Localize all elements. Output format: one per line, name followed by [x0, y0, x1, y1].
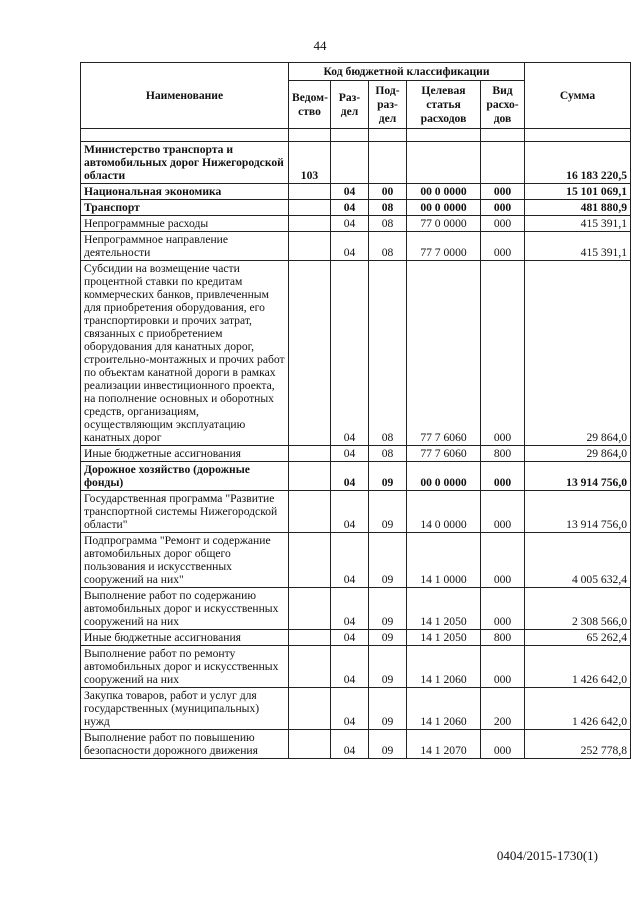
- cell-section: [331, 142, 369, 184]
- cell-sum: 13 914 756,0: [525, 462, 631, 491]
- cell-subsection: 00: [369, 184, 407, 200]
- table-row: [81, 688, 631, 730]
- table-row: [81, 588, 631, 630]
- cell-type: 800: [481, 446, 525, 462]
- cell-name: Транспорт: [81, 200, 289, 216]
- budget-table: [80, 62, 631, 759]
- cell-type: 000: [481, 261, 525, 446]
- cell-sum: 29 864,0: [525, 261, 631, 446]
- cell-section: 04: [331, 462, 369, 491]
- cell-section: 04: [331, 184, 369, 200]
- cell-subsection: [369, 142, 407, 184]
- cell-sum: 2 308 566,0: [525, 588, 631, 630]
- col-header-type: Вид расхо-дов: [481, 81, 525, 129]
- cell-section: 04: [331, 232, 369, 261]
- cell-section: 04: [331, 588, 369, 630]
- cell-type: 000: [481, 216, 525, 232]
- cell-type: 000: [481, 232, 525, 261]
- cell-name: Непрограммные расходы: [81, 216, 289, 232]
- cell-name: Субсидии на возмещение части процентной ставки по кредитам коммерческих банков, привлеченным для приобретения оборудования, его транспортировки и прочих затрат, связанных с приобретением оборудования для канатных дорог, строительно-монтажных и прочих работ по объектам канатной дороги в рамках реализации инвестиционного проекта, на пополнение основных и оборотных средств, организациям, осуществляющим эксплуатацию канатных дорог: [81, 261, 289, 446]
- cell-name: Иные бюджетные ассигнования: [81, 630, 289, 646]
- cell-section: 04: [331, 200, 369, 216]
- cell-type: 000: [481, 533, 525, 588]
- cell-name: Выполнение работ по содержанию автомобильных дорог и искусственных сооружений на них: [81, 588, 289, 630]
- cell-target: 00 0 0000: [407, 184, 481, 200]
- col-header-target: Целевая статья расходов: [407, 81, 481, 129]
- cell-target: [407, 142, 481, 184]
- cell-subsection: 09: [369, 462, 407, 491]
- cell-section: 04: [331, 630, 369, 646]
- document-code: 0404/2015-1730(1): [496, 848, 598, 863]
- table-row: [81, 730, 631, 759]
- cell-sum: 1 426 642,0: [525, 688, 631, 730]
- cell-subsection: 09: [369, 491, 407, 533]
- table-row: [81, 216, 631, 232]
- table-row: [81, 261, 631, 446]
- cell-target: 14 1 2060: [407, 646, 481, 688]
- cell-type: 000: [481, 200, 525, 216]
- cell-dept: [289, 184, 331, 200]
- cell-type: 000: [481, 730, 525, 759]
- cell-target: 77 0 0000: [407, 216, 481, 232]
- table-row: [81, 533, 631, 588]
- cell-sum: 252 778,8: [525, 730, 631, 759]
- cell-dept: [289, 533, 331, 588]
- cell-subsection: 09: [369, 730, 407, 759]
- cell-section: 04: [331, 646, 369, 688]
- cell-sum: 415 391,1: [525, 216, 631, 232]
- cell-name: Закупка товаров, работ и услуг для государственных (муниципальных) нужд: [81, 688, 289, 730]
- cell-section: 04: [331, 491, 369, 533]
- cell-name: Непрограммное направление деятельности: [81, 232, 289, 261]
- cell-subsection: 08: [369, 200, 407, 216]
- cell-subsection: 08: [369, 216, 407, 232]
- cell-section: 04: [331, 730, 369, 759]
- cell-type: 000: [481, 184, 525, 200]
- cell-dept: [289, 446, 331, 462]
- table-row: [81, 630, 631, 646]
- cell-target: 14 1 2060: [407, 688, 481, 730]
- cell-target: 14 1 2050: [407, 588, 481, 630]
- cell-target: 77 7 6060: [407, 261, 481, 446]
- cell-type: 000: [481, 646, 525, 688]
- cell-dept: [289, 200, 331, 216]
- cell-section: 04: [331, 688, 369, 730]
- cell-name: Министерство транспорта и автомобильных дорог Нижегородской области: [81, 142, 289, 184]
- cell-dept: [289, 216, 331, 232]
- cell-dept: [289, 588, 331, 630]
- cell-subsection: 08: [369, 232, 407, 261]
- cell-subsection: 08: [369, 446, 407, 462]
- cell-sum: 4 005 632,4: [525, 533, 631, 588]
- cell-section: 04: [331, 216, 369, 232]
- cell-sum: 481 880,9: [525, 200, 631, 216]
- cell-subsection: 09: [369, 533, 407, 588]
- cell-subsection: 09: [369, 646, 407, 688]
- cell-dept: [289, 646, 331, 688]
- cell-sum: 415 391,1: [525, 232, 631, 261]
- cell-target: 14 0 0000: [407, 491, 481, 533]
- cell-dept: [289, 730, 331, 759]
- cell-subsection: 08: [369, 261, 407, 446]
- cell-name: Государственная программа "Развитие транспортной системы Нижегородской области": [81, 491, 289, 533]
- cell-type: [481, 142, 525, 184]
- table-row: [81, 232, 631, 261]
- cell-section: 04: [331, 533, 369, 588]
- cell-section: 04: [331, 261, 369, 446]
- cell-target: 00 0 0000: [407, 462, 481, 491]
- cell-sum: 1 426 642,0: [525, 646, 631, 688]
- page-number: 44: [313, 38, 327, 53]
- spacer-row: [81, 129, 631, 142]
- cell-name: Дорожное хозяйство (дорожные фонды): [81, 462, 289, 491]
- cell-name: Выполнение работ по ремонту автомобильных дорог и искусственных сооружений на них: [81, 646, 289, 688]
- cell-subsection: 09: [369, 688, 407, 730]
- table-row: [81, 200, 631, 216]
- cell-type: 800: [481, 630, 525, 646]
- table-row: [81, 646, 631, 688]
- cell-type: 000: [481, 491, 525, 533]
- col-header-classification: Код бюджетной классификации: [289, 63, 525, 81]
- cell-dept: [289, 491, 331, 533]
- cell-type: 000: [481, 462, 525, 491]
- cell-target: 77 7 0000: [407, 232, 481, 261]
- col-header-name: Наименование: [81, 63, 289, 129]
- cell-target: 14 1 0000: [407, 533, 481, 588]
- cell-dept: 103: [289, 142, 331, 184]
- col-header-dept: Ведом-ство: [289, 81, 331, 129]
- cell-type: 200: [481, 688, 525, 730]
- col-header-section: Раз-дел: [331, 81, 369, 129]
- cell-sum: 13 914 756,0: [525, 491, 631, 533]
- table-row: [81, 142, 631, 184]
- cell-dept: [289, 232, 331, 261]
- cell-sum: 65 262,4: [525, 630, 631, 646]
- cell-dept: [289, 462, 331, 491]
- cell-sum: 29 864,0: [525, 446, 631, 462]
- cell-dept: [289, 688, 331, 730]
- cell-type: 000: [481, 588, 525, 630]
- cell-sum: 15 101 069,1: [525, 184, 631, 200]
- cell-dept: [289, 630, 331, 646]
- table-row: [81, 462, 631, 491]
- cell-name: Иные бюджетные ассигнования: [81, 446, 289, 462]
- cell-sum: 16 183 220,5: [525, 142, 631, 184]
- cell-section: 04: [331, 446, 369, 462]
- cell-target: 00 0 0000: [407, 200, 481, 216]
- cell-target: 14 1 2050: [407, 630, 481, 646]
- table-row: [81, 446, 631, 462]
- cell-target: 77 7 6060: [407, 446, 481, 462]
- cell-dept: [289, 261, 331, 446]
- table-row: [81, 184, 631, 200]
- table-body: [81, 129, 631, 759]
- cell-subsection: 09: [369, 630, 407, 646]
- cell-target: 14 1 2070: [407, 730, 481, 759]
- table-row: [81, 491, 631, 533]
- col-header-subsection: Под-раз-дел: [369, 81, 407, 129]
- cell-name: Национальная экономика: [81, 184, 289, 200]
- cell-subsection: 09: [369, 588, 407, 630]
- cell-name: Выполнение работ по повышению безопасности дорожного движения: [81, 730, 289, 759]
- cell-name: Подпрограмма "Ремонт и содержание автомобильных дорог общего пользования и искусственных сооружений на них": [81, 533, 289, 588]
- col-header-sum: Сумма: [525, 63, 631, 129]
